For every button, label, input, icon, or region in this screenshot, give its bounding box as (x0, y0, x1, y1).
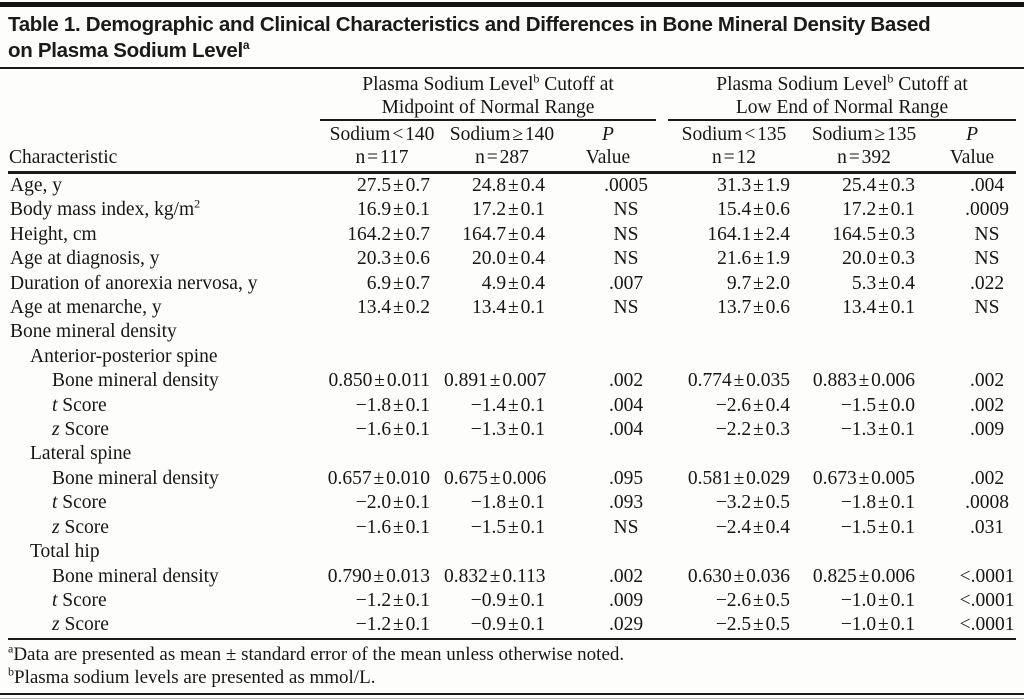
column-header-p-value-low-end (928, 120, 1016, 173)
row-label-text: Anterior-posterior spine (30, 345, 218, 367)
value-cell: 4.9 ± 0.4 (481, 272, 545, 294)
value-cell: 24.8 ± 0.4 (472, 175, 545, 196)
group-header-row (8, 69, 1016, 120)
row-label (8, 540, 1016, 564)
value-cell: 0.774 ± 0.035 (687, 370, 791, 392)
row-label (8, 173, 320, 199)
column-gap (656, 173, 668, 199)
column-gap (656, 589, 668, 613)
p-value-cell: NS (613, 248, 639, 270)
column-header-row (8, 120, 1016, 173)
value-cell: −1.3 ± 0.1 (470, 419, 545, 441)
value-cell: 0.657 ± 0.010 (327, 467, 430, 489)
row-label-italic-prefix: t (52, 394, 58, 416)
value-cell: −1.6 ± 0.1 (355, 516, 430, 538)
group-header-text: Cutoff at (893, 74, 968, 95)
value-cell: 20.3 ± 0.6 (357, 248, 430, 270)
value-cell: 15.4 ± 0.6 (717, 199, 791, 221)
value-cell: −1.4 ± 0.1 (470, 394, 545, 416)
group-header-text: Low End of Normal Range (735, 97, 949, 118)
row-label-text: Score (59, 419, 109, 441)
value-cell: 20.0 ± 0.4 (472, 248, 545, 270)
row-label-text: Score (57, 589, 107, 611)
p-value-cell: .002 (969, 370, 1005, 392)
p-value-cell: <.0001 (959, 565, 1015, 587)
group-header-low-end (668, 69, 1016, 120)
value-cell: 164.7 ± 0.4 (462, 223, 545, 245)
value-cell: 0.832 ± 0.113 (444, 565, 546, 587)
p-value-cell: .002 (969, 394, 1005, 416)
value-cell: 0.675 ± 0.006 (444, 467, 547, 489)
p-value-cell: <.0001 (928, 613, 1016, 638)
group-gap (656, 69, 668, 120)
value-cell: −1.2 ± 0.1 (320, 613, 444, 638)
value-cell: −1.8 ± 0.1 (840, 492, 916, 514)
value-cell: −2.6 ± 0.4 (715, 394, 791, 416)
value-cell: −2.4 ± 0.4 (715, 516, 791, 538)
p-value-cell: NS (974, 223, 1000, 245)
value-cell: −1.5 ± 0.1 (470, 516, 545, 538)
footnote-b (8, 666, 1016, 689)
row-label (8, 296, 320, 320)
column-header-sodium-ge-140 (444, 120, 560, 173)
table-row (8, 491, 1016, 515)
footnote-superscript: a (8, 641, 14, 656)
p-value-cell: NS (613, 297, 639, 319)
value-cell: 0.883 ± 0.006 (812, 370, 916, 392)
group-header-text: Plasma Sodium Level (362, 74, 534, 95)
table-row (8, 296, 1016, 320)
footnotes (0, 640, 1024, 695)
p-value-cell: .004 (969, 175, 1005, 196)
row-label-superscript: 2 (194, 196, 201, 211)
group-header-text: Cutoff at (539, 74, 614, 95)
column-header-line1: Sodium < 135 (681, 124, 787, 145)
column-gap (656, 491, 668, 515)
column-header-line1: P (602, 124, 614, 145)
value-cell: −1.2 ± 0.1 (355, 589, 430, 611)
row-label (8, 589, 320, 613)
value-cell: 0.850 ± 0.011 (328, 370, 430, 392)
p-value-cell: .0008 (965, 492, 1009, 514)
table-title-line2: on Plasma Sodium Level (8, 39, 243, 62)
table-row (8, 198, 1016, 222)
group-header-text: Midpoint of Normal Range (381, 97, 595, 118)
group-header-superscript: b (533, 71, 540, 86)
p-value-cell: <.0001 (959, 589, 1015, 611)
row-label (8, 272, 320, 296)
table-row (8, 516, 1016, 540)
p-value-cell: .004 (608, 394, 644, 416)
value-cell: 31.3 ± 1.9 (717, 175, 791, 196)
column-header-line2: Value (949, 147, 995, 168)
row-label (8, 491, 320, 515)
row-label (8, 418, 320, 442)
row-label (8, 247, 320, 271)
p-value-cell: .009 (969, 419, 1005, 441)
column-gap (656, 565, 668, 589)
row-label (8, 394, 320, 418)
value-cell: −1.8 ± 0.1 (355, 394, 430, 416)
row-label (8, 345, 1016, 369)
table-row (8, 272, 1016, 296)
row-label-text: Bone mineral density (52, 565, 219, 587)
value-cell: −0.9 ± 0.1 (470, 589, 545, 611)
value-cell: −1.0 ± 0.1 (840, 589, 916, 611)
row-label-text: Score (59, 516, 109, 538)
value-cell: 0.673 ± 0.005 (812, 467, 916, 489)
row-label-text: Bone mineral density (10, 321, 177, 343)
p-value-cell: .007 (608, 272, 644, 294)
p-value-cell: .002 (969, 467, 1005, 489)
column-header-line2: n = 287 (475, 147, 529, 168)
value-cell: 13.4 ± 0.1 (842, 297, 916, 319)
row-label-italic-prefix: z (52, 614, 60, 636)
footnote-superscript: b (8, 664, 14, 679)
p-value-cell: .0005 (604, 175, 648, 196)
column-header-sodium-ge-135 (800, 120, 928, 173)
row-label-text: Age, y (10, 175, 62, 196)
row-label (8, 467, 320, 491)
row-label-italic-prefix: z (52, 516, 60, 538)
row-label-text: Bone mineral density (52, 370, 219, 392)
row-label-text: Lateral spine (30, 443, 132, 465)
column-header-line2: n = 117 (355, 147, 409, 168)
p-value-cell: .0009 (965, 199, 1009, 221)
table-row (8, 173, 1016, 199)
p-value-cell: .093 (608, 492, 644, 514)
row-label (8, 516, 320, 540)
p-value-cell: NS (613, 516, 639, 538)
table-row (8, 613, 1016, 638)
row-label-text: Height, cm (10, 223, 97, 245)
value-cell: 0.630 ± 0.036 (687, 565, 791, 587)
column-header-line1: Sodium < 140 (329, 124, 435, 145)
row-label-italic-prefix: t (52, 492, 58, 514)
column-gap (656, 613, 668, 638)
group-gap (656, 120, 668, 173)
row-label (8, 223, 320, 247)
value-cell: 0.790 ± 0.013 (327, 565, 430, 587)
group-header-midpoint (320, 69, 656, 120)
p-value-cell: .004 (608, 419, 644, 441)
p-value-cell: .095 (608, 467, 644, 489)
column-gap (656, 394, 668, 418)
column-gap (656, 272, 668, 296)
row-label-text: Bone mineral density (52, 467, 219, 489)
value-cell: −1.5 ± 0.1 (840, 516, 916, 538)
p-value-cell: NS (974, 248, 1000, 270)
table-row (8, 565, 1016, 589)
row-label-italic-prefix: t (52, 589, 58, 611)
row-label-text: Age at menarche, y (10, 297, 162, 319)
value-cell: 164.1 ± 2.4 (707, 223, 791, 245)
value-cell: −2.5 ± 0.5 (668, 613, 800, 638)
row-label-text: Score (57, 394, 107, 416)
value-cell: 16.9 ± 0.1 (357, 199, 430, 221)
value-cell: 17.2 ± 0.1 (472, 199, 545, 221)
demographics-table (8, 69, 1016, 640)
table-title (0, 7, 1024, 69)
stub-spacer (8, 69, 320, 120)
footnote-text: Data are presented as mean ± standard error of the mean unless otherwise noted. (13, 643, 625, 665)
value-cell: 27.5 ± 0.7 (357, 175, 430, 196)
value-cell: −1.6 ± 0.1 (355, 419, 430, 441)
row-label-text: Age at diagnosis, y (10, 248, 160, 270)
value-cell: 13.7 ± 0.6 (717, 297, 791, 319)
value-cell: 0.825 ± 0.006 (812, 565, 916, 587)
value-cell: 9.7 ± 2.0 (726, 272, 791, 294)
value-cell: −1.5 ± 0.0 (840, 394, 916, 416)
group-header-superscript: b (887, 71, 894, 86)
column-gap (656, 247, 668, 271)
table-row (8, 442, 1016, 466)
row-label (8, 320, 1016, 344)
row-label-text: Total hip (30, 541, 100, 563)
table-row (8, 394, 1016, 418)
column-header-sodium-lt-135 (668, 120, 800, 173)
value-cell: 21.6 ± 1.9 (717, 248, 791, 270)
value-cell: 25.4 ± 0.3 (842, 175, 916, 196)
column-gap (656, 296, 668, 320)
table-body (8, 173, 1016, 639)
p-value-cell: .009 (608, 589, 644, 611)
row-label-italic-prefix: z (52, 419, 60, 441)
value-cell: 6.9 ± 0.7 (366, 272, 430, 294)
row-label-text: Body mass index, kg/m (10, 199, 195, 221)
value-cell: −3.2 ± 0.5 (715, 492, 791, 514)
column-header-p-value-midpoint (560, 120, 656, 173)
column-header-line2: n = 392 (837, 147, 891, 168)
row-label-text: Duration of anorexia nervosa, y (10, 272, 258, 294)
column-header-sodium-lt-140 (320, 120, 444, 173)
p-value-cell: .022 (969, 272, 1005, 294)
value-cell: −1.0 ± 0.1 (800, 613, 928, 638)
group-header-text: Plasma Sodium Level (716, 74, 888, 95)
row-label (8, 565, 320, 589)
table-title-line1: Table 1. Demographic and Clinical Characteristics and Differences in Bone Mineral Density Based (8, 13, 931, 36)
column-header-line1: P (966, 124, 978, 145)
table-row (8, 247, 1016, 271)
value-cell: 0.891 ± 0.007 (444, 370, 547, 392)
table-row (8, 345, 1016, 369)
table-row (8, 467, 1016, 491)
column-header-line2: Value (585, 147, 631, 168)
table-title-superscript: a (242, 38, 250, 53)
value-cell: 164.5 ± 0.3 (832, 223, 916, 245)
p-value-cell: .031 (969, 516, 1005, 538)
column-header-line1: Sodium ≥ 135 (811, 124, 917, 145)
footnote-a (8, 643, 1016, 666)
p-value-cell: NS (613, 223, 639, 245)
column-gap (656, 467, 668, 491)
table-row (8, 369, 1016, 393)
p-value-cell: .002 (608, 565, 644, 587)
value-cell: 164.2 ± 0.7 (347, 223, 430, 245)
p-value-cell: NS (613, 199, 639, 221)
value-cell: 20.0 ± 0.3 (842, 248, 916, 270)
value-cell: −1.3 ± 0.1 (840, 419, 916, 441)
bottom-rule (0, 695, 1024, 699)
table-row (8, 418, 1016, 442)
p-value-cell: .029 (560, 613, 656, 638)
row-label (8, 613, 320, 638)
value-cell: −2.6 ± 0.5 (715, 589, 791, 611)
value-cell: 17.2 ± 0.1 (842, 199, 916, 221)
table-row (8, 223, 1016, 247)
row-label-text: Score (59, 614, 109, 636)
column-header-characteristic: Characteristic (8, 120, 320, 173)
table-row (8, 540, 1016, 564)
table-row (8, 589, 1016, 613)
value-cell: 13.4 ± 0.1 (472, 297, 545, 319)
row-label-text: Score (57, 492, 107, 514)
column-header-line2: n = 12 (712, 147, 757, 168)
column-gap (656, 516, 668, 540)
value-cell: 13.4 ± 0.2 (357, 297, 430, 319)
table-row (8, 320, 1016, 344)
value-cell: −2.0 ± 0.1 (355, 492, 430, 514)
column-gap (656, 223, 668, 247)
row-label (8, 442, 1016, 466)
p-value-cell: NS (974, 297, 1000, 319)
value-cell: 5.3 ± 0.4 (851, 272, 916, 294)
column-header-line1: Sodium ≥ 140 (449, 124, 555, 145)
p-value-cell: .002 (608, 370, 644, 392)
value-cell: −1.8 ± 0.1 (470, 492, 545, 514)
column-gap (656, 418, 668, 442)
column-gap (656, 198, 668, 222)
row-label (8, 198, 320, 222)
column-gap (656, 369, 668, 393)
value-cell: −2.2 ± 0.3 (715, 419, 791, 441)
value-cell: 0.581 ± 0.029 (687, 467, 791, 489)
footnote-text: Plasma sodium levels are presented as mmol/L. (14, 666, 376, 688)
row-label (8, 369, 320, 393)
value-cell: −0.9 ± 0.1 (444, 613, 560, 638)
